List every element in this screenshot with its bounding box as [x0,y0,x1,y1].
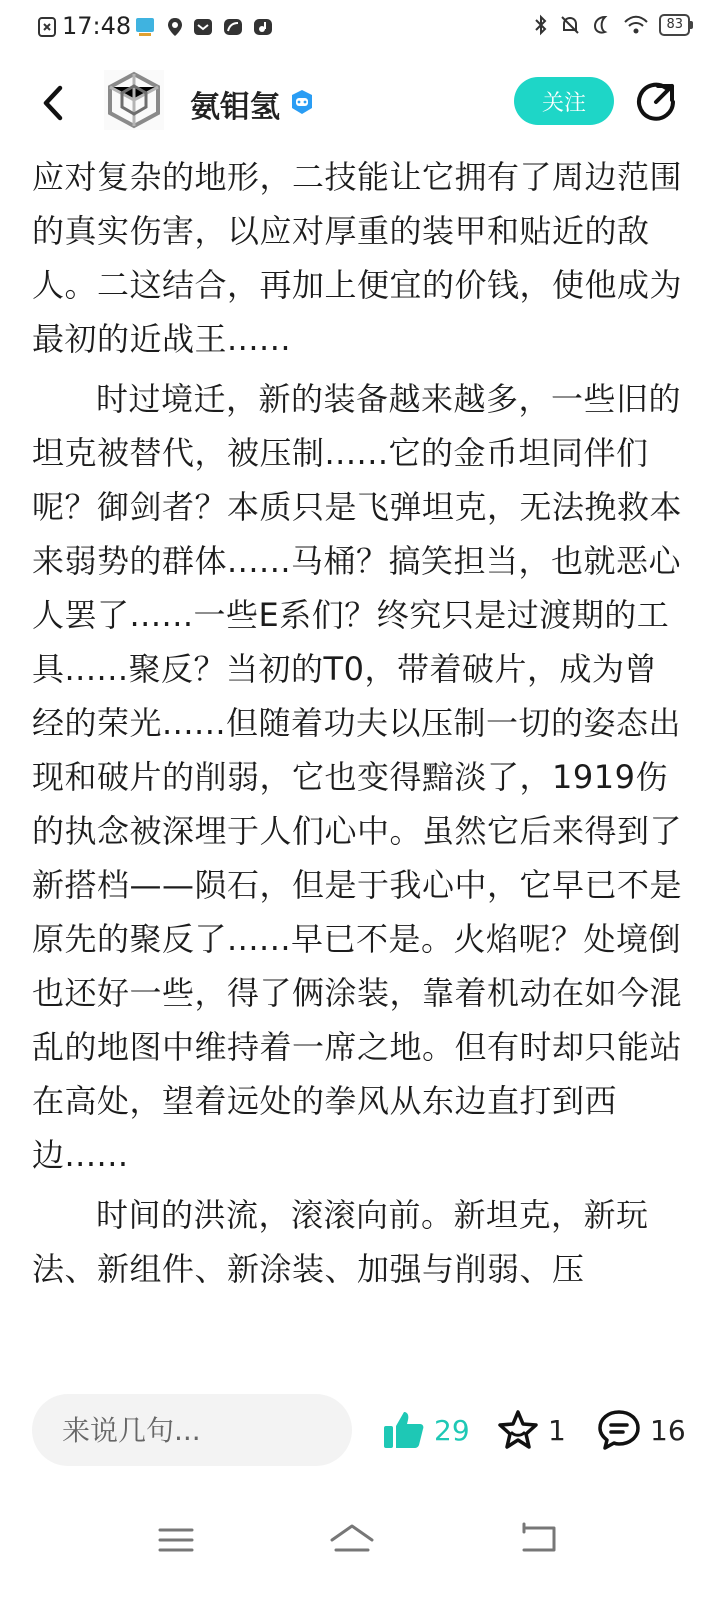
leaf-app-icon [222,16,244,38]
article-paragraph: 时过境迁，新的装备越来越多，一些旧的坦克被替代，被压制......它的金币坦同伴们呢？御剑者？本质只是飞弹坦克，无法挽救本来弱势的群体......马桶？搞笑担当，也就恶心人罢了......一些E系们？终究只是过渡期的工具......聚反？当初的T0，带着破片，成为曾经的荣光......但随着功夫以压制一切的姿态出现和破片的削弱，它也变得黯淡了，1919伤的执念被深埋于人们心中。虽然它后来得到了新搭档——陨石，但是于我心中，它早已不是原先的聚反了......早已不是。火焰呢？处境倒也还好一些，得了俩涂装，靠着机动在如今混乱的地图中维持着一席之地。但有时却只能站在高处，望着远处的拳风从东边直打到西边...... [32,380,683,1174]
content-fade [0,1340,720,1370]
back-icon[interactable] [36,78,76,128]
like-button[interactable] [382,1408,470,1452]
share-icon[interactable] [636,82,678,124]
system-nav-bar [0,1490,720,1600]
article-header [0,62,720,146]
notification-close-icon [36,16,58,38]
verified-icon [289,89,315,115]
article-body [32,150,682,1302]
comment-count: 16 [650,1413,686,1447]
battery-indicator: 83 [659,14,690,36]
moon-icon [591,14,613,36]
article-paragraph: 应对复杂的地形，二技能让它拥有了周边范围的真实伤害，以应对厚重的装甲和贴近的敌人。二这结合，再加上便宜的价钱，使他成为最初的近战王...... [32,158,683,358]
favorite-button[interactable] [496,1408,566,1452]
like-icon [382,1408,426,1452]
bluetooth-icon [533,14,549,36]
status-right-group [533,14,690,36]
avatar-cube-icon[interactable] [104,70,164,130]
bottom-action-bar [0,1370,720,1490]
menu-icon[interactable] [146,1510,206,1570]
wifi-icon [623,14,649,36]
author-name[interactable]: 氨钼氢 [190,90,280,125]
mute-bell-icon [559,14,581,36]
music-app-icon [252,16,274,38]
home-icon[interactable] [322,1510,382,1570]
favorite-count: 1 [548,1413,566,1447]
comment-input[interactable] [32,1394,352,1466]
app-notification-icon [134,16,156,38]
comment-button[interactable] [596,1408,686,1452]
star-icon [496,1408,540,1452]
article-paragraph: 时间的洪流，滚滚向前。新坦克，新玩法、新组件、新涂装、加强与削弱、压 [32,1196,649,1288]
status-time: 17:48 [62,12,132,40]
message-icon [192,16,214,38]
comment-icon [596,1408,642,1452]
location-icon [164,16,186,38]
back-nav-icon[interactable] [508,1510,568,1570]
status-bar [0,0,720,56]
follow-button[interactable]: 关注 [514,77,614,125]
like-count: 29 [434,1413,470,1447]
